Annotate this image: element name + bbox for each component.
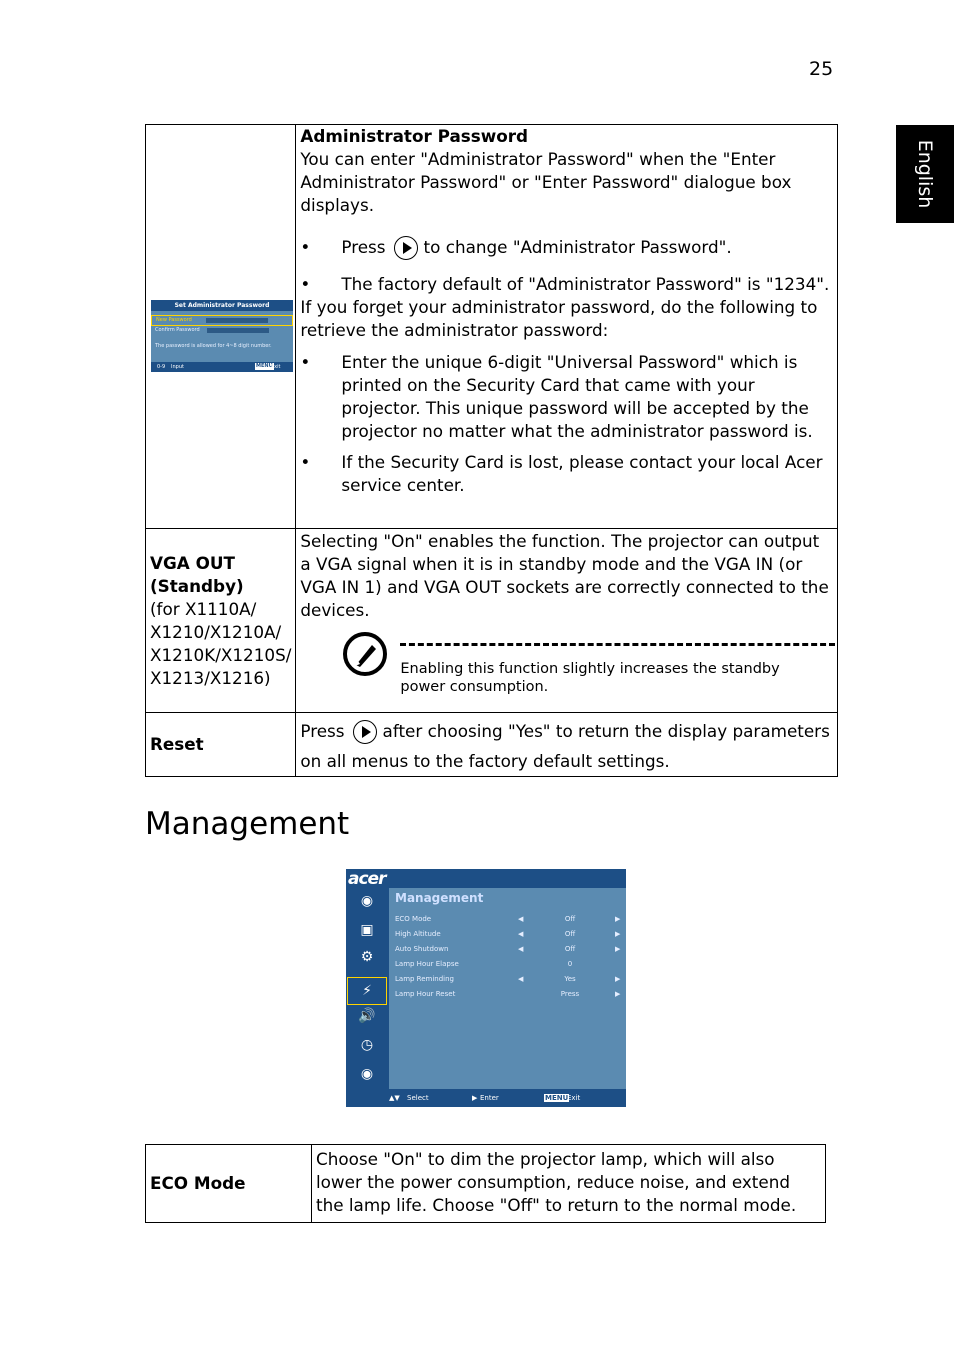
list-item: • If the Security Card is lost, please contact your local Acer service center. [300, 451, 833, 497]
acer-logo: acer [348, 869, 386, 889]
list-item: • The factory default of "Administrator Password" is "1234". [300, 273, 833, 296]
osd-row-value: Yes [564, 975, 576, 983]
osd-footer [389, 1089, 626, 1107]
color-icon: ◉ [360, 893, 374, 909]
dialog-footer [151, 362, 293, 372]
dialog-footer-input: Input [171, 364, 184, 370]
dialog-row [151, 326, 293, 335]
left-arrow-icon[interactable]: ◀ [518, 915, 524, 923]
dialog-title: Set Administrator Password [151, 300, 293, 311]
menu-key-icon: MENU [256, 363, 273, 369]
osd-row-label: High Altitude [395, 930, 441, 938]
osd-row-value: Off [564, 915, 576, 923]
osd-row[interactable] [395, 913, 620, 926]
table-row [146, 529, 838, 713]
section-heading: Management [145, 806, 350, 842]
play-button-icon [394, 236, 418, 260]
bullet-text: to change "Administrator Password". [423, 237, 732, 257]
reset-text: Press [300, 721, 345, 741]
eco-desc-cell [312, 1145, 826, 1223]
image-icon: ▣ [360, 922, 374, 938]
management-icon: ⚡ [347, 977, 387, 1005]
timer-icon: ◷ [360, 1037, 374, 1053]
dialog-field [206, 318, 268, 323]
right-arrow-icon[interactable]: ▶ [615, 990, 621, 998]
reset-label: Reset [150, 734, 204, 754]
admin-password-dialog [151, 300, 293, 372]
osd-row[interactable] [395, 958, 620, 971]
admin-password-title: Administrator Password [300, 126, 529, 146]
language-tab-label: English [914, 139, 936, 209]
osd-row[interactable] [395, 973, 620, 986]
osd-row[interactable] [395, 988, 620, 1001]
osd-footer-enter: Enter [480, 1094, 499, 1102]
osd-row[interactable] [395, 928, 620, 941]
left-arrow-icon[interactable]: ◀ [518, 930, 524, 938]
osd-row-value: 0 [567, 960, 573, 968]
dialog-footer-exit: Exit [271, 364, 281, 370]
osd-row-label: Lamp Hour Reset [395, 990, 456, 998]
left-arrow-icon[interactable]: ◀ [518, 975, 524, 983]
osd-row-label: Lamp Hour Elapse [395, 960, 459, 968]
osd-footer-exit: Exit [567, 1094, 581, 1102]
admin-password-desc-cell [296, 125, 838, 529]
dialog-row-label: Confirm Password [155, 327, 200, 333]
vga-out-label: VGA OUT (Standby) [150, 552, 244, 596]
reset-text: after choosing "Yes" to return the display parameters on all menus to the factory default settings. [300, 721, 830, 771]
table-row [146, 713, 838, 777]
osd-row-label: Lamp Reminding [395, 975, 455, 983]
osd-row[interactable] [395, 943, 620, 956]
eco-label: ECO Mode [150, 1173, 246, 1193]
osd-row-label: ECO Mode [395, 915, 432, 923]
vga-out-label-cell [146, 529, 296, 713]
reset-desc-cell [296, 713, 838, 777]
list-item: • Enter the unique 6-digit "Universal Password" which is printed on the Security Card that came with your projector. This unique password will be accepted by the projector no matter what the administrator password is. [300, 351, 833, 443]
menu-key-icon: MENU [545, 1094, 569, 1102]
table-row [146, 1145, 826, 1223]
eco-label-cell [146, 1145, 312, 1223]
language-tab [896, 125, 954, 223]
audio-icon: 🔊 [358, 1008, 376, 1024]
osd-menu [346, 869, 626, 1107]
settings-table [145, 124, 838, 777]
eco-text: Choose "On" to dim the projector lamp, which will also lower the power consumption, reduce noise, and extend the lamp life. Choose "Off" to return to the normal mode. [316, 1149, 797, 1215]
vga-out-text: Selecting "On" enables the function. The projector can output a VGA signal when it is in standby mode and the VGA IN (or VGA IN 1) and VGA OUT sockets are correctly connected to the devices. [300, 531, 829, 620]
page-number: 25 [809, 58, 834, 80]
reset-label-cell [146, 713, 296, 777]
osd-row-label: Auto Shutdown [395, 945, 449, 953]
language-icon: ◉ [360, 1066, 374, 1082]
note-block [300, 629, 833, 707]
right-arrow-icon[interactable]: ▶ [615, 930, 621, 938]
note-text: Enabling this function slightly increases the standby power consumption. [400, 661, 780, 695]
number-keys-icon: 0-9 [157, 364, 166, 370]
admin-password-intro: You can enter "Administrator Password" when the "Enter Administrator Password" or "Enter Password" dialogue box displays. [300, 149, 792, 215]
right-arrow-icon[interactable]: ▶ [615, 915, 621, 923]
note-divider [400, 643, 835, 646]
osd-row-value: Off [564, 945, 576, 953]
note-pen-icon [342, 631, 388, 677]
vga-out-models: (for X1110A/ X1210/X1210A/ X1210K/X1210S/ X1213/X1216) [150, 598, 292, 688]
osd-panel [389, 888, 626, 1089]
osd-row-value: Press [560, 990, 580, 998]
eco-table [145, 1144, 826, 1223]
vga-out-desc-cell [296, 529, 838, 713]
list-item [300, 236, 833, 260]
osd-title: Management [395, 891, 484, 905]
admin-password-forget: If you forget your administrator password, do the following to retrieve the administrator password: [300, 297, 818, 340]
up-down-arrows-icon: ▲▼ [389, 1094, 400, 1102]
dialog-field [207, 328, 269, 333]
right-arrow-icon: ▶ [472, 1094, 478, 1102]
right-arrow-icon[interactable]: ▶ [615, 945, 621, 953]
settings-icon: ⚙ [360, 949, 374, 965]
dialog-row [151, 315, 293, 326]
osd-footer-select: Select [407, 1094, 429, 1102]
left-arrow-icon[interactable]: ◀ [518, 945, 524, 953]
play-button-icon [353, 720, 377, 744]
dialog-note: The password is allowed for 4~8 digit number. [155, 343, 272, 349]
osd-row-value: Off [564, 930, 576, 938]
dialog-row-label: New Password [156, 317, 192, 323]
right-arrow-icon[interactable]: ▶ [615, 975, 621, 983]
bullet-text: Press [341, 237, 386, 257]
